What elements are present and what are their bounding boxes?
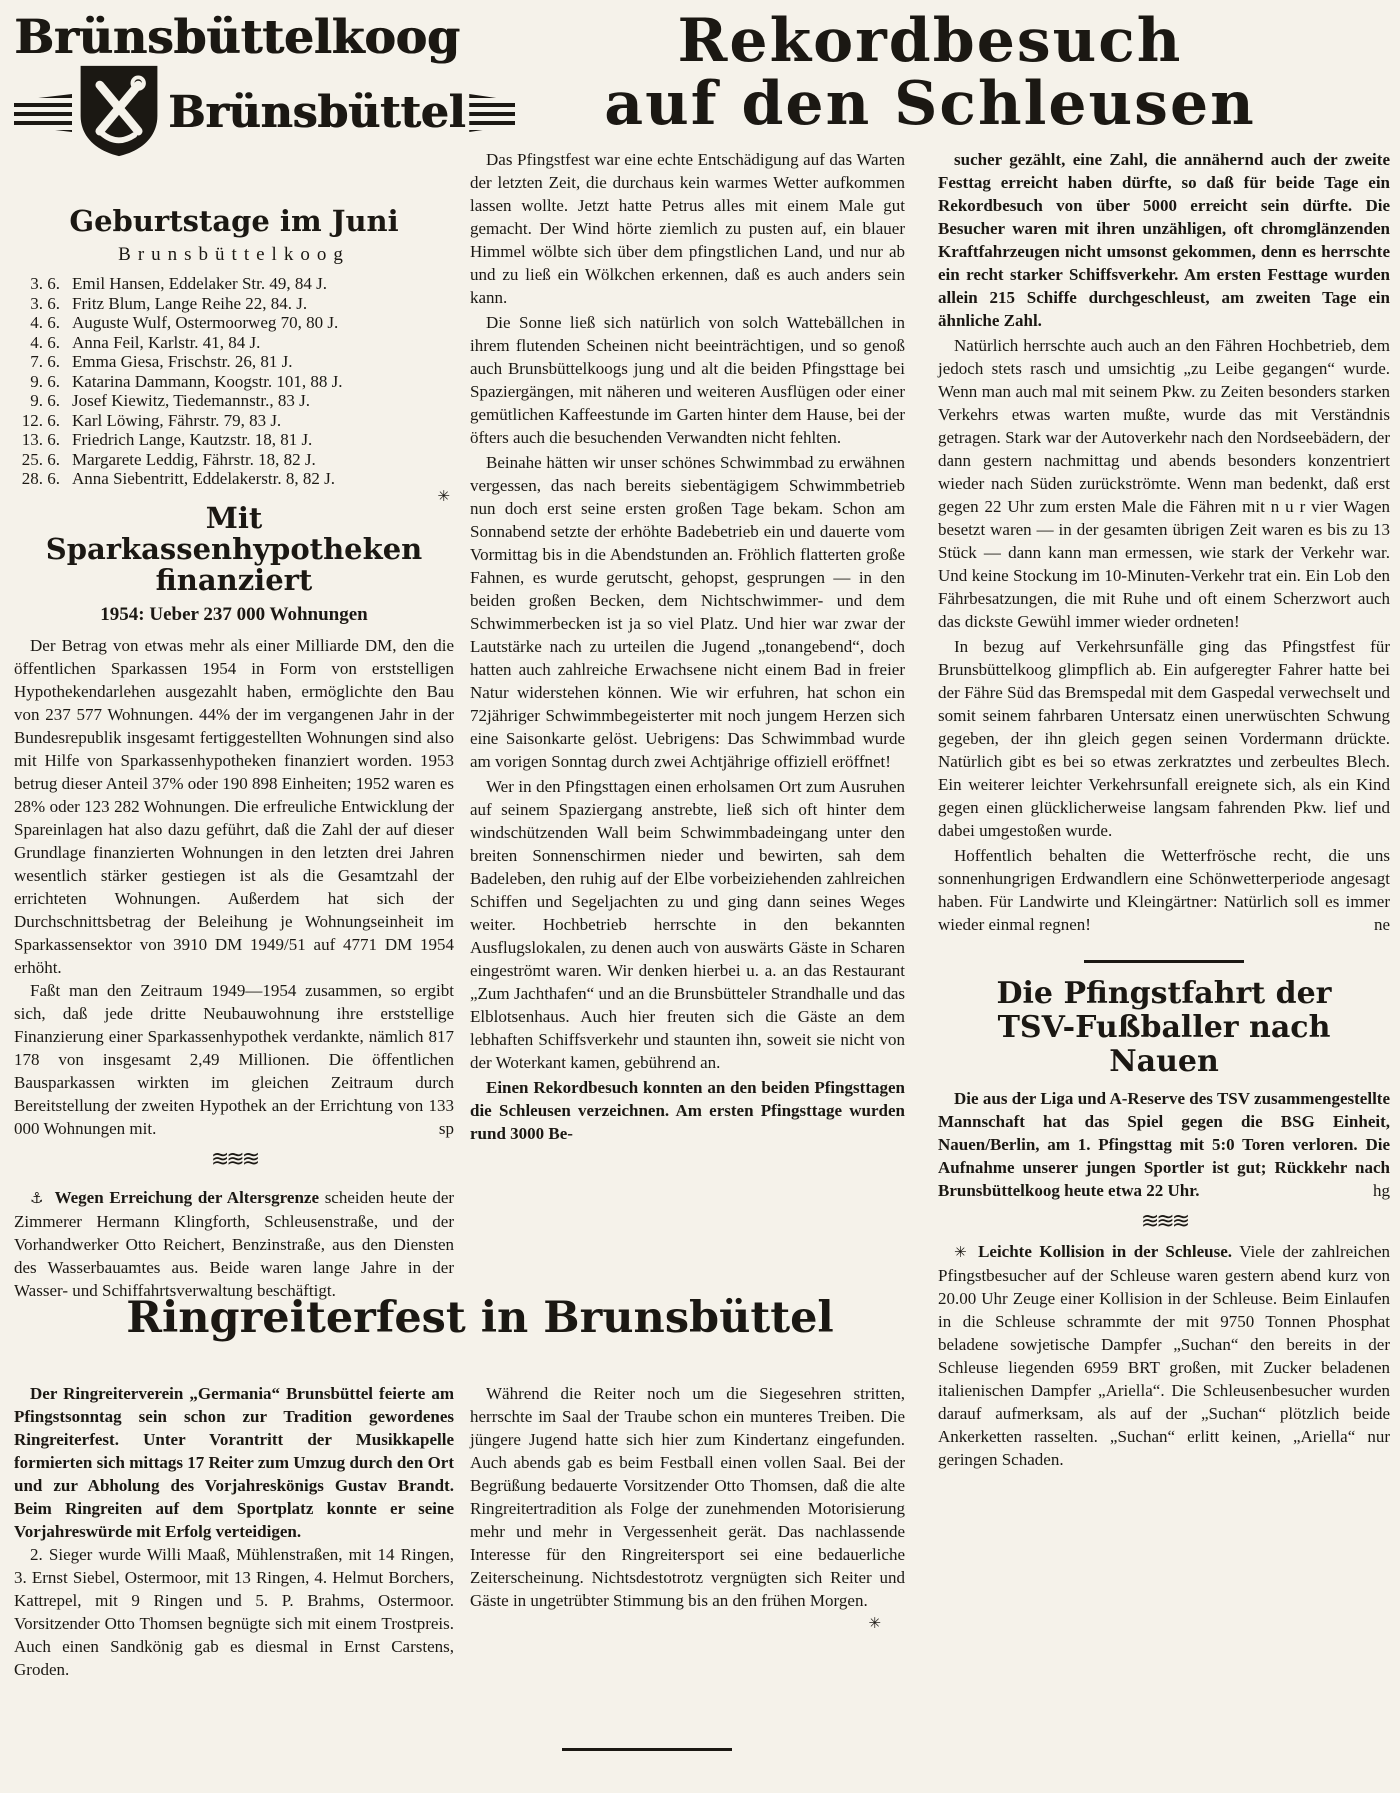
birthday-text: Anna Siebentritt, Eddelakerstr. 8, 82 J.	[72, 469, 335, 488]
birthdays-list	[14, 274, 454, 489]
birthday-text: Emma Giesa, Frischstr. 26, 81 J.	[72, 352, 293, 371]
anchor-ornament-icon: ⚓	[30, 1188, 45, 1207]
sparkassen-title	[14, 500, 454, 597]
notice-lead: Leichte Kollision in der Schleuse.	[978, 1242, 1232, 1261]
list-item	[14, 294, 454, 314]
star-ornament-icon: ✳	[437, 486, 450, 505]
ringreiter-left-column	[14, 1382, 454, 1681]
birthday-date: 9. 6.	[30, 391, 60, 410]
article-paragraph	[938, 1240, 1390, 1471]
notice-text: scheiden heute der Zimmerer Hermann Klingforth, Schleusenstraße, und der Vorhandwerker Otto Reichert, Benzinstraße, aus den Diensten des Wasserbauamtes aus. Beide waren lange Jahre in der Wasser- und Schiffahrtsverwaltung beschäftigt.	[14, 1187, 455, 1300]
article-paragraph	[938, 844, 1390, 936]
birthday-text: Katarina Dammann, Koogstr. 101, 88 J.	[72, 371, 343, 391]
end-rule	[562, 1748, 732, 1751]
notice-text: Viele der zahlreichen Pfingstbesucher auf der Schleuse waren gestern abend kurz von 20.00 Uhr Zeuge einer Kollision in der Schleuse. Beim Einlaufen in die Schleuse schrammte der mit 9750 Tonnen Phosphat beladene sowjetische Dampfer „Suchan“ den bereits in der Schleuse liegenden 6959 BRT großen, mit Zucker beladenen italienischen Dampfer „Ariella“. Die Schleusenbesucher wurden darauf aufmerksam, als auf der „Suchan“ plötzlich beide Ankerketten rasselten. „Suchan“ erlitt keinen, „Ariella“ nur geringen Schaden.	[938, 1242, 1390, 1469]
list-item	[14, 372, 454, 392]
list-item	[14, 333, 454, 353]
birthdays-subtitle: Brunsbüttelkoog	[118, 244, 350, 265]
masthead-town-1: Brünsbüttelkoog	[14, 10, 460, 65]
birthday-date: 4. 6.	[30, 332, 60, 352]
tsv-title-line-1: Die Pfingstfahrt der	[996, 976, 1332, 1011]
left-column	[14, 204, 454, 1302]
paragraph-text: Faßt man den Zeitraum 1949—1954 zusammen, so ergibt sich, daß jede dritte Neubauwohnung ihre erststellige Finanzierung einer Sparkassenhypothek verdankte, nämlich 817 178 von insgesamt 2,49 Millionen. Die öffentlichen Bausparkassen wirkten im gleichen Zeitraum durch Bereitstellung der zweiten Hypothek an der Errichtung von 133 000 Wohnungen mit.	[14, 980, 454, 1138]
article-paragraph: Wer in den Pfingsttagen einen erholsamen Ort zum Ausruhen auf seinem Spaziergang anstrebte, ließ sich oft hinter dem windschützenden Wall beim Schwimmbadeingang unter den breiten Sonnenschirmen nieder und bewirten, sah dem Badeleben, den ruhig auf der Elbe vorbeiziehenden zahlreichen Schiffen und Segeljachten zu und ging dann seines Weges weiter. Hochbetrieb herrschte in den bekannten Ausflugslokalen, zu denen auch von auswärts Gäste in Scharen eingeströmt waren. Wir denken hierbei u. a. an das Restaurant „Zum Jachthafen“ und an die Brunsbütteler Strandhalle und das Elblotsenhaus. Auch hier freuten sich die Gäste an dem lebhaften Schiffsverkehr und staunten ihn, soweit sie nicht von der Woterkant kamen, gebührend an.	[470, 777, 905, 1072]
article-paragraph: Natürlich herrschte auch auch an den Fähren Hochbetrieb, dem jedoch stets rasch und umsichtig „zu Leibe gegangen“ wurde. Wenn man auch mal mit seinem Pkw. zu Zeiten besonders starken Verkehrs etwas warten mußte, wurde das mit Verständnis getragen. Stark war der Autoverkehr nach den Nordseebädern, der dann gestern nachmittag und abends besonders konzentriert wieder nach Süden zurückströmte. Wenn man bedenkt, daß erst gegen 22 Uhr zum ersten Male die Fähren mit n u r vier Wagen besetzt waren — in der gesamten übrigen Zeit waren es bis zu 13 Stück — dann kann man ermessen, wie stark der Verkehr war. Und keine Stockung im 10-Minuten-Verkehr trat ein. Ein Lob den Fährbesatzungen, die mit Ruhe und oft einem Scherzwort auch das dickste Gewühl immer wieder ordneten!	[938, 336, 1390, 631]
paragraph-text: Die aus der Liga und A-Reserve des TSV zusammengestellte Mannschaft hat das Spiel gegen die BSG Einheit, Nauen/Berlin, am 1. Pfingsttag mit 5:0 Toren verloren. Die Aufnahme unserer jungen Sportler ist gut; Rückkehr nach Brunsbüttelkoog heute etwa 22 Uhr.	[938, 1089, 1390, 1200]
birthday-date: 9. 6.	[30, 371, 60, 391]
birthday-date: 7. 6.	[30, 352, 60, 371]
article-paragraph: Beinahe hätten wir unser schönes Schwimmbad zu erwähnen vergessen, das nach bereits siebentägigem Schwimmbetrieb nun doch erst seine ersten großen Tage bekam. Schon am Sonnabend setzte der erhöhte Badebetrieb ein und dauerte vom Vormittag bis in die Abendstunden an. Fröhlich flatterten große Fahnen, es wurde gerutscht, gehopst, gesprungen — in den beiden großen Becken, dem Nichtschwimmer- und dem Schwimmerbecken ist ja so viel Platz. Und hier war zwar der Lautstärke nach zu urteilen die Jugend „tonangebend“, doch hatten auch zahlreiche Erwachsene nicht einem Bad in freier Natur widerstehen können. Wie wir erfuhren, hat schon ein 72jähriger Schwimmbegeisterter mit noch jungem Herzen sich eine Saisonkarte gelöst. Uebrigens: Das Schwimmbad wurde am vorigen Sonntag durch zwei Achtjährige offiziell eröffnet!	[470, 453, 905, 771]
ringreiter-center-column	[470, 1382, 905, 1635]
article-paragraph: Das Pfingstfest war eine echte Entschädigung auf das Warten der letzten Zeit, die durchaus kein warmes Wetter aufkommen lassen wollte. Jetzt hatte Petrus alles mit einem Male gut gemacht. Der Wind hörte ziemlich zu pusten auf, ein blauer Himmel wölbte sich über dem pfingstlichen Land, und nur ab und zu ließ ein Wölkchen erkennen, daß es auch anders sein kann.	[470, 150, 905, 307]
list-item	[14, 430, 454, 450]
paragraph-text: Hoffentlich behalten die Wetterfrösche recht, die uns sonnenhungrigen Erdwandlern eine Schönwetterperiode angesagt haben. Für Landwirte und Kleingärtner: Natürlich soll es immer wieder einmal regnen!	[938, 846, 1390, 934]
birthday-date: 3. 6.	[30, 274, 60, 293]
article-paragraph: 2. Sieger wurde Willi Maaß, Mühlenstraßen, mit 14 Ringen, 3. Ernst Siebel, Ostermoor, mit 13 Ringen, 4. Helmut Borchers, Kattrepel, mit 9 Ringen und 5. P. Brahms, Ostermoor. Vorsitzender Otto Thomsen begnügte sich mit einem Trostpreis. Auch einen Sandkönig gab es diesmal in Ernst Carstens, Groden.	[14, 1545, 454, 1679]
article-paragraph-bold	[938, 1087, 1390, 1202]
article-paragraph	[14, 979, 454, 1140]
masthead	[14, 10, 466, 164]
list-item	[14, 352, 454, 372]
article-paragraph: In bezug auf Verkehrsunfälle ging das Pfingstfest für Brunsbüttelkoog glimpflich ab. Ein aufgeregter Fahrer hatte bei der Fähre Süd das Bremspedal mit dem Gaspedal verwechselt und somit seinem fahrbaren Untersatz einen unerwüschten Schwung gegeben, der ihn gleich gegen seinen Vordermann drückte. Natürlich gibt es bei so etwas zerkratztes und zerbeultes Blech. Ein weiterer leichter Verkehrsunfall ereignete sich, als ein Kind gegen einen glücklicherweise langsam fahrenden Pkw. lief und dabei umgestoßen wurde.	[938, 637, 1390, 840]
sparkassen-title-line-2: finanziert	[155, 562, 313, 597]
masthead-row	[14, 62, 466, 164]
article-paragraph	[14, 1186, 454, 1302]
list-item	[14, 313, 454, 333]
list-item	[14, 411, 454, 431]
wave-separator-icon: ≋≋≋	[210, 1146, 258, 1172]
article-paragraph: Während die Reiter noch um die Siegesehren stritten, herrschte im Saal der Traube schon ein munteres Treiben. Die jüngere Jugend hatte sich hier zum Kindertanz eingefunden. Auch abends gab es beim Festball einen vollen Saal. Bei der Begrüßung bedauerte Vorsitzender Otto Thomsen, daß die alte Ringreitertradition als Folge der zunehmenden Motorisierung mehr und mehr in Vergessenheit gerät. Das nachlassende Interesse für den Ringreitersport sei eine bedauerliche Zeiterscheinung. Nichtsdestotrotz vergnügten sich Reiter und Gäste in ungetrübter Stimmung bis an den frühen Morgen.	[470, 1384, 905, 1610]
author-initials: sp	[438, 1118, 454, 1138]
tsv-article	[938, 960, 1390, 1234]
sparkassen-subtitle: 1954: Ueber 237 000 Wohnungen	[100, 603, 368, 625]
coat-of-arms-icon	[76, 62, 162, 164]
list-item	[14, 450, 454, 470]
altersgrenze-notice	[14, 1186, 454, 1302]
article-paragraph-bold: Der Ringreiterverein „Germania“ Brunsbüttel feierte am Pfingstsonntag sein schon zur Tradition gewordenes Ringreiterfest. Unter Vorantritt der Musikkapelle formierten sich mittags 17 Reiter zum Umzug durch den Ort und zur Abholung des Vorjahreskönigs Gustav Brandt. Beim Ringreiten auf dem Sportplatz konnte er seine Vorjahreswürde mit Erfolg verteidigen.	[14, 1384, 454, 1541]
birthday-text: Fritz Blum, Lange Reihe 22, 84. J.	[72, 293, 308, 313]
birthday-date: 13. 6.	[21, 430, 60, 449]
birthday-text: Margarete Leddig, Fährstr. 18, 82 J.	[72, 449, 316, 469]
birthday-text: Auguste Wulf, Ostermoorweg 70, 80 J.	[72, 313, 339, 332]
author-initials: ne	[1373, 915, 1390, 934]
birthday-text: Emil Hansen, Eddelaker Str. 49, 84 J.	[72, 274, 327, 293]
center-column	[470, 148, 905, 1147]
birthday-date: 25. 6.	[21, 449, 60, 469]
star-ornament-icon: ✳	[954, 1243, 967, 1261]
list-item	[14, 391, 454, 411]
birthday-date: 28. 6.	[21, 469, 60, 488]
birthday-date: 12. 6.	[21, 410, 60, 430]
kollision-notice	[938, 1240, 1390, 1471]
masthead-town-2: Brünsbüttel	[168, 87, 466, 138]
article-paragraph: Die Sonne ließ sich natürlich von solch Wattebällchen in ihrem flutenden Scheinen nicht beeinträchtigen, und so genoß auch Brunsbüttelkoogs jung und alt die beiden Pfingsttage bei Spaziergängen, mit näheren und weiteren Ausflügen oder einer gemütlichen Kaffeestunde im Garten hinter dem Hause, bei der öfters auch die besuchenden Verwandten nicht fehlten.	[470, 313, 905, 447]
birthdays-title: Geburtstage im Juni	[69, 204, 399, 238]
birthday-text: Josef Kiewitz, Tiedemannstr., 83 J.	[72, 391, 310, 410]
headline-line-2: auf den Schleusen	[604, 69, 1256, 139]
article-paragraph-bold: sucher gezählt, eine Zahl, die annähernd auch der zweite Festtag erreicht haben dürfte, so daß für beide Tage ein Rekordbesuch von über 5000 erreicht sein dürfte. Die Besucher waren mit ihren unzähligen, oft chromglänzenden Kraftfahrzeugen nicht umsonst gekommen, denn es herrschte ein recht starker Schiffsverkehr. Am ersten Festtage wurden allein 215 Schiffe durchgeschleust, am zweiten Tage ein ähnliche Zahl.	[938, 150, 1390, 330]
sparkassen-title-line-1: Mit Sparkassenhypotheken	[45, 500, 423, 566]
star-ornament-icon: ✳	[868, 1614, 881, 1632]
right-column	[938, 148, 1390, 1473]
article-paragraph: Der Betrag von etwas mehr als einer Milliarde DM, den die öffentlichen Sparkassen 1954 in Form von erststelligen Hypothekendarlehen ausgezahlt haben, ermöglichte den Bau von 237 577 Wohnungen. 44% der im vergangenen Jahr in der Bundesrepublik insgesamt fertiggestellten Wohnungen sind also mit Hilfe von Sparkassenhypotheken finanziert worden. 1953 betrug dieser Anteil 37% oder 190 898 Einheiten; 1952 waren es 28% oder 123 282 Wohnungen. Die erfreuliche Entwicklung der Spareinlagen hat also dazu geführt, daß die Zahl der auf dieser Grundlage finanzierten Wohnungen in den letzten drei Jahren wesentlich stärker gestiegen ist als die Gesamtzahl der errichteten Wohnungen. Außerdem hat sich der Durchschnittsbetrag der Beleihung je Wohnungseinheit im Sparkassensektor von 3910 DM 1949/51 auf 4771 DM 1954 erhöht.	[14, 635, 454, 977]
notice-lead: Wegen Erreichung der Altersgrenze	[54, 1187, 319, 1207]
birthdays-section	[14, 204, 454, 503]
tsv-title	[938, 977, 1390, 1079]
headline-line-1: Rekordbesuch	[677, 6, 1183, 76]
article-paragraph-bold: Einen Rekordbesuch konnten an den beiden Pfingsttagen die Schleusen verzeichnen. Am ersten Pfingsttage wurden rund 3000 Be-	[470, 1078, 905, 1143]
ringreiter-title: Ringreiterfest in Brunsbüttel	[126, 1293, 834, 1343]
sparkassen-article	[14, 500, 454, 1172]
birthday-date: 3. 6.	[30, 293, 60, 313]
author-initials: hg	[1373, 1181, 1390, 1200]
main-headline	[470, 6, 1390, 139]
tsv-title-line-2: TSV-Fußballer nach Nauen	[997, 1010, 1331, 1079]
list-item	[14, 274, 454, 294]
speedline-left-icon	[14, 94, 72, 132]
section-rule	[1084, 960, 1244, 963]
birthday-text: Anna Feil, Karlstr. 41, 84 J.	[72, 332, 261, 352]
birthday-date: 4. 6.	[30, 313, 60, 332]
birthday-text: Friedrich Lange, Kautzstr. 18, 81 J.	[72, 430, 313, 449]
list-item	[14, 469, 454, 489]
wave-separator-icon: ≋≋≋	[1140, 1209, 1188, 1234]
birthday-text: Karl Löwing, Fährstr. 79, 83 J.	[72, 410, 282, 430]
